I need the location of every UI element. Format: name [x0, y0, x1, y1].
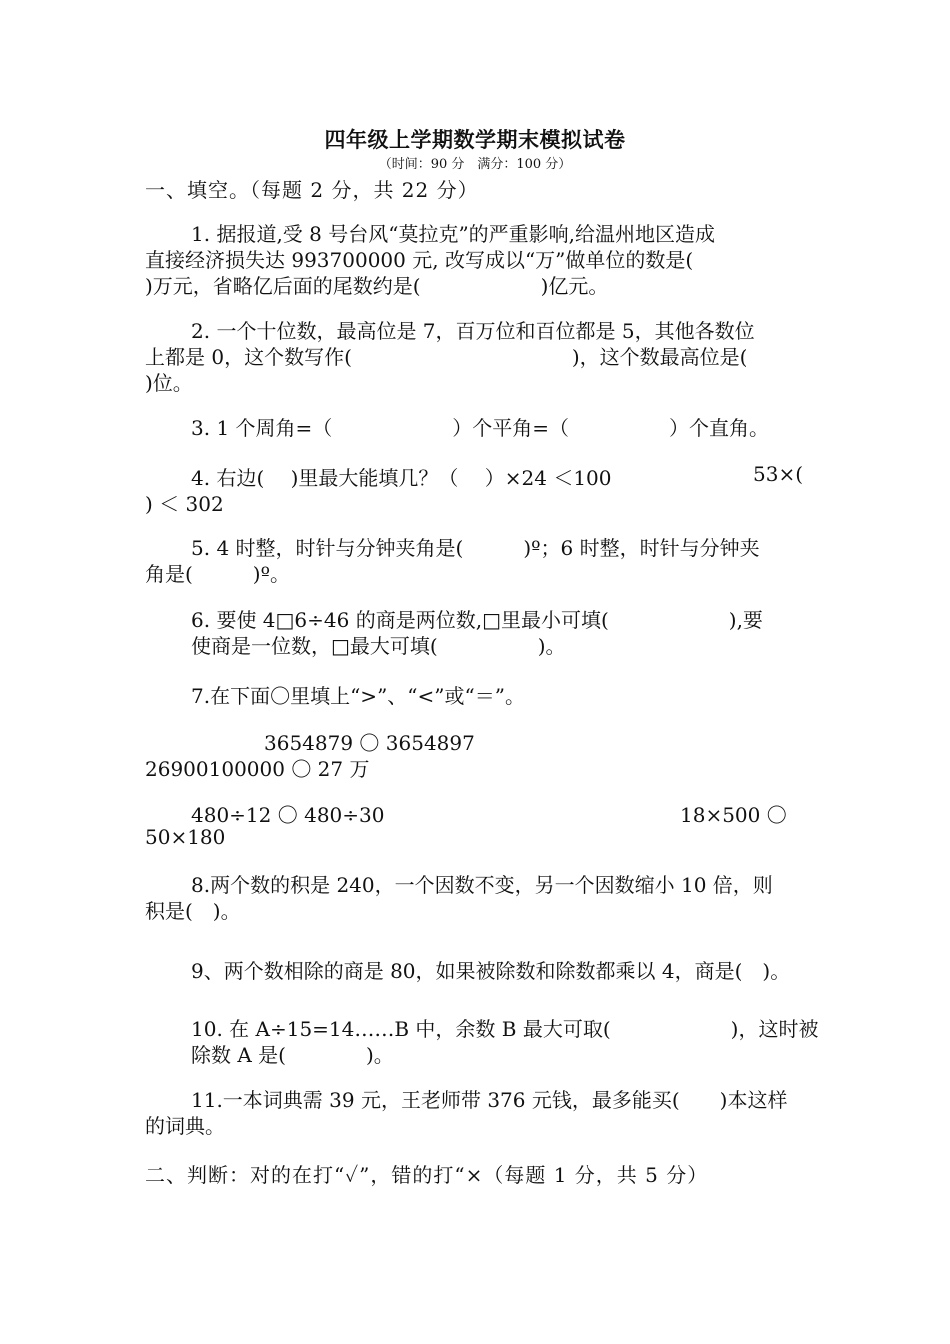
question-5: [145, 535, 853, 587]
question-6-line-2: 使商是一位数，□最大可填( )。: [191, 634, 566, 658]
question-2-line-3: )位。: [145, 371, 193, 395]
question-2-line-2: 上都是 0，这个数写作( )，这个数最高位是(: [145, 345, 748, 369]
question-7-compare-d-right: 50×180: [145, 825, 226, 849]
question-1: [145, 221, 853, 299]
question-7-compare-d-left: 18×500 〇: [680, 803, 787, 827]
question-7-compare-b: 26900100000 〇 27 万: [145, 757, 370, 781]
question-8: [145, 872, 853, 924]
question-5-line-1: 5. 4 时整，时针与分钟夹角是( )º；6 时整，时针与分钟夹: [191, 536, 760, 560]
question-1-line-3: )万元，省略亿后面的尾数约是( )亿元。: [145, 274, 609, 298]
question-11-line-2: 的词典。: [145, 1114, 225, 1138]
section-true-false-heading: 二、判断：对的在打“✓”，错的打“×（每题 1 分，共 5 分）: [145, 1163, 709, 1187]
question-6-line-1: 6. 要使 4□6÷46 的商是两位数,□里最小可填( ),要: [191, 608, 763, 632]
exam-subtitle: （时间：90 分 满分：100 分）: [378, 157, 572, 172]
question-10-line-2: 除数 A 是( )。: [191, 1043, 394, 1067]
question-3: [145, 415, 853, 441]
question-5-line-2: 角是( )º。: [145, 562, 291, 586]
question-4-right-expression: 53×(: [753, 462, 804, 486]
question-2: [145, 318, 853, 396]
question-7-compare-a: 3654879 〇 3654897: [264, 731, 475, 755]
question-1-line-2: 直接经济损失达 993700000 元, 改写成以“万”做单位的数是(: [145, 248, 694, 272]
question-11-line-1: 11.一本词典需 39 元，王老师带 376 元钱，最多能买( )本这样: [191, 1088, 788, 1112]
question-8-line-2: 积是( )。: [145, 899, 241, 923]
question-4-line-1: 4. 右边( )里最大能填几？（ ）×24 ＜100: [191, 466, 612, 490]
question-1-line-1: 1. 据报道,受 8 号台风“莫拉克”的严重影响,给温州地区造成: [191, 222, 716, 246]
question-6: [145, 607, 853, 659]
question-2-line-1: 2. 一个十位数，最高位是 7，百万位和百位都是 5，其他各数位: [191, 319, 755, 343]
question-7-intro: 7.在下面〇里填上“>”、“<”或“＝”。: [191, 684, 525, 708]
exam-title: 四年级上学期数学期末模拟试卷: [324, 127, 626, 152]
question-4-line-2: ) ＜ 302: [145, 492, 224, 516]
question-3-line-1: 3. 1 个周角=（ ）个平角=（ ）个直角。: [191, 416, 770, 440]
question-9: 9、两个数相除的商是 80，如果被除数和除数都乘以 4，商是( )。: [191, 959, 791, 983]
question-8-line-1: 8.两个数的积是 240，一个因数不变，另一个因数缩小 10 倍，则: [191, 873, 773, 897]
question-10-line-1: 10. 在 A÷15=14……B 中，余数 B 最大可取( )，这时被: [191, 1017, 819, 1041]
question-11: [145, 1087, 853, 1139]
section-fill-blank-heading: 一、填空。（每题 2 分，共 22 分）: [145, 178, 479, 202]
question-10: [145, 1016, 853, 1068]
question-7-compare-c: 480÷12 〇 480÷30: [191, 803, 385, 827]
